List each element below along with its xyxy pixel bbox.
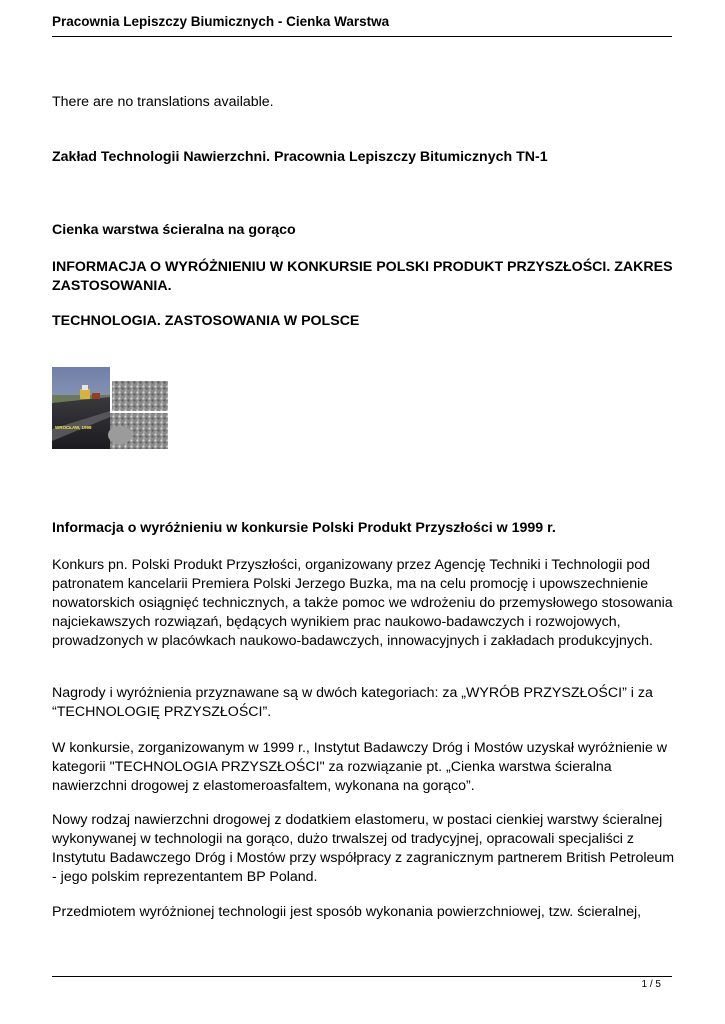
technology-heading: TECHNOLOGIA. ZASTOSOWANIA W POLSCE <box>52 313 360 329</box>
header-divider <box>52 36 672 37</box>
page-header-title: Pracownia Lepiszczy Biumicznych - Cienka Warstwa <box>52 14 390 29</box>
paragraph-new-surface: Nowy rodzaj nawierzchni drogowej z dodatkiem elastomeru, w postaci cienkiej warstwy ścieralnej wykonywanej w technologii na gorąco, dużo trwalszej od tradycyjnej, opracowali specjaliści z Instytutu Badawczego Dróg i Mostów przy współpracy z zagranicznym partnerem British Petroleum - jego polskim reprezentantem BP Poland. <box>52 812 675 885</box>
info-heading: INFORMACJA O WYRÓŻNIENIU W KONKURSIE POLSKI PRODUKT PRZYSZŁOŚCI. ZAKRES ZASTOSOWANIA. <box>52 259 673 294</box>
no-translations-notice: There are no translations available. <box>52 94 274 110</box>
photo-caption: WROCŁAW, 1998 <box>55 425 92 430</box>
topic-heading: Cienka warstwa ścieralna na gorąco <box>52 222 296 238</box>
paragraph-categories: Nagrody i wyróżnienia przyznawane są w dwóch kategoriach: za „WYRÓB PRZYSZŁOŚCI” i za “TECHNOLOGIĘ PRZYSZŁOŚCI”. <box>52 685 653 720</box>
paragraph-award: W konkursie, zorganizowanym w 1999 r., Instytut Badawczy Dróg i Mostów uzyskał wyróżnienie w kategorii "TECHNOLOGIA PRZYSZŁOŚCI" za rozwiązanie pt. „Cienka warstwa ścieralna nawierzchni drogowej z elastomeroasfaltem, wykonana na gorąco”. <box>52 740 668 794</box>
paragraph-subject: Przedmiotem wyróżnionej technologii jest sposób wykonania powierzchniowej, tzw. ścieralnej, <box>52 904 642 920</box>
page-number: 1 / 5 <box>641 979 661 990</box>
department-heading: Zakład Technologii Nawierzchni. Pracownia Lepiszczy Bitumicznych TN-1 <box>52 149 548 165</box>
footer-divider <box>52 976 672 977</box>
road-construction-photo <box>52 367 168 449</box>
paragraph-contest: Konkurs pn. Polski Produkt Przyszłości, organizowany przez Agencję Techniki i Technologii pod patronatem kancelarii Premiera Polski Jerzego Buzka, ma na celu promocję i upowszechnienie nowatorskich osiągnięć technicznych, a także pomoc we wdrożeniu do przemysłowego stosowania najciekawszych rozwiązań, będących wynikiem prac naukowo-badawczych i rozwojowych, prowadzonych w placówkach naukowo-badawczych, innowacyjnych i zakładach produkcyjnych. <box>52 557 673 649</box>
award-subheading: Informacja o wyróżnieniu w konkursie Polski Produkt Przyszłości w 1999 r. <box>52 520 556 536</box>
